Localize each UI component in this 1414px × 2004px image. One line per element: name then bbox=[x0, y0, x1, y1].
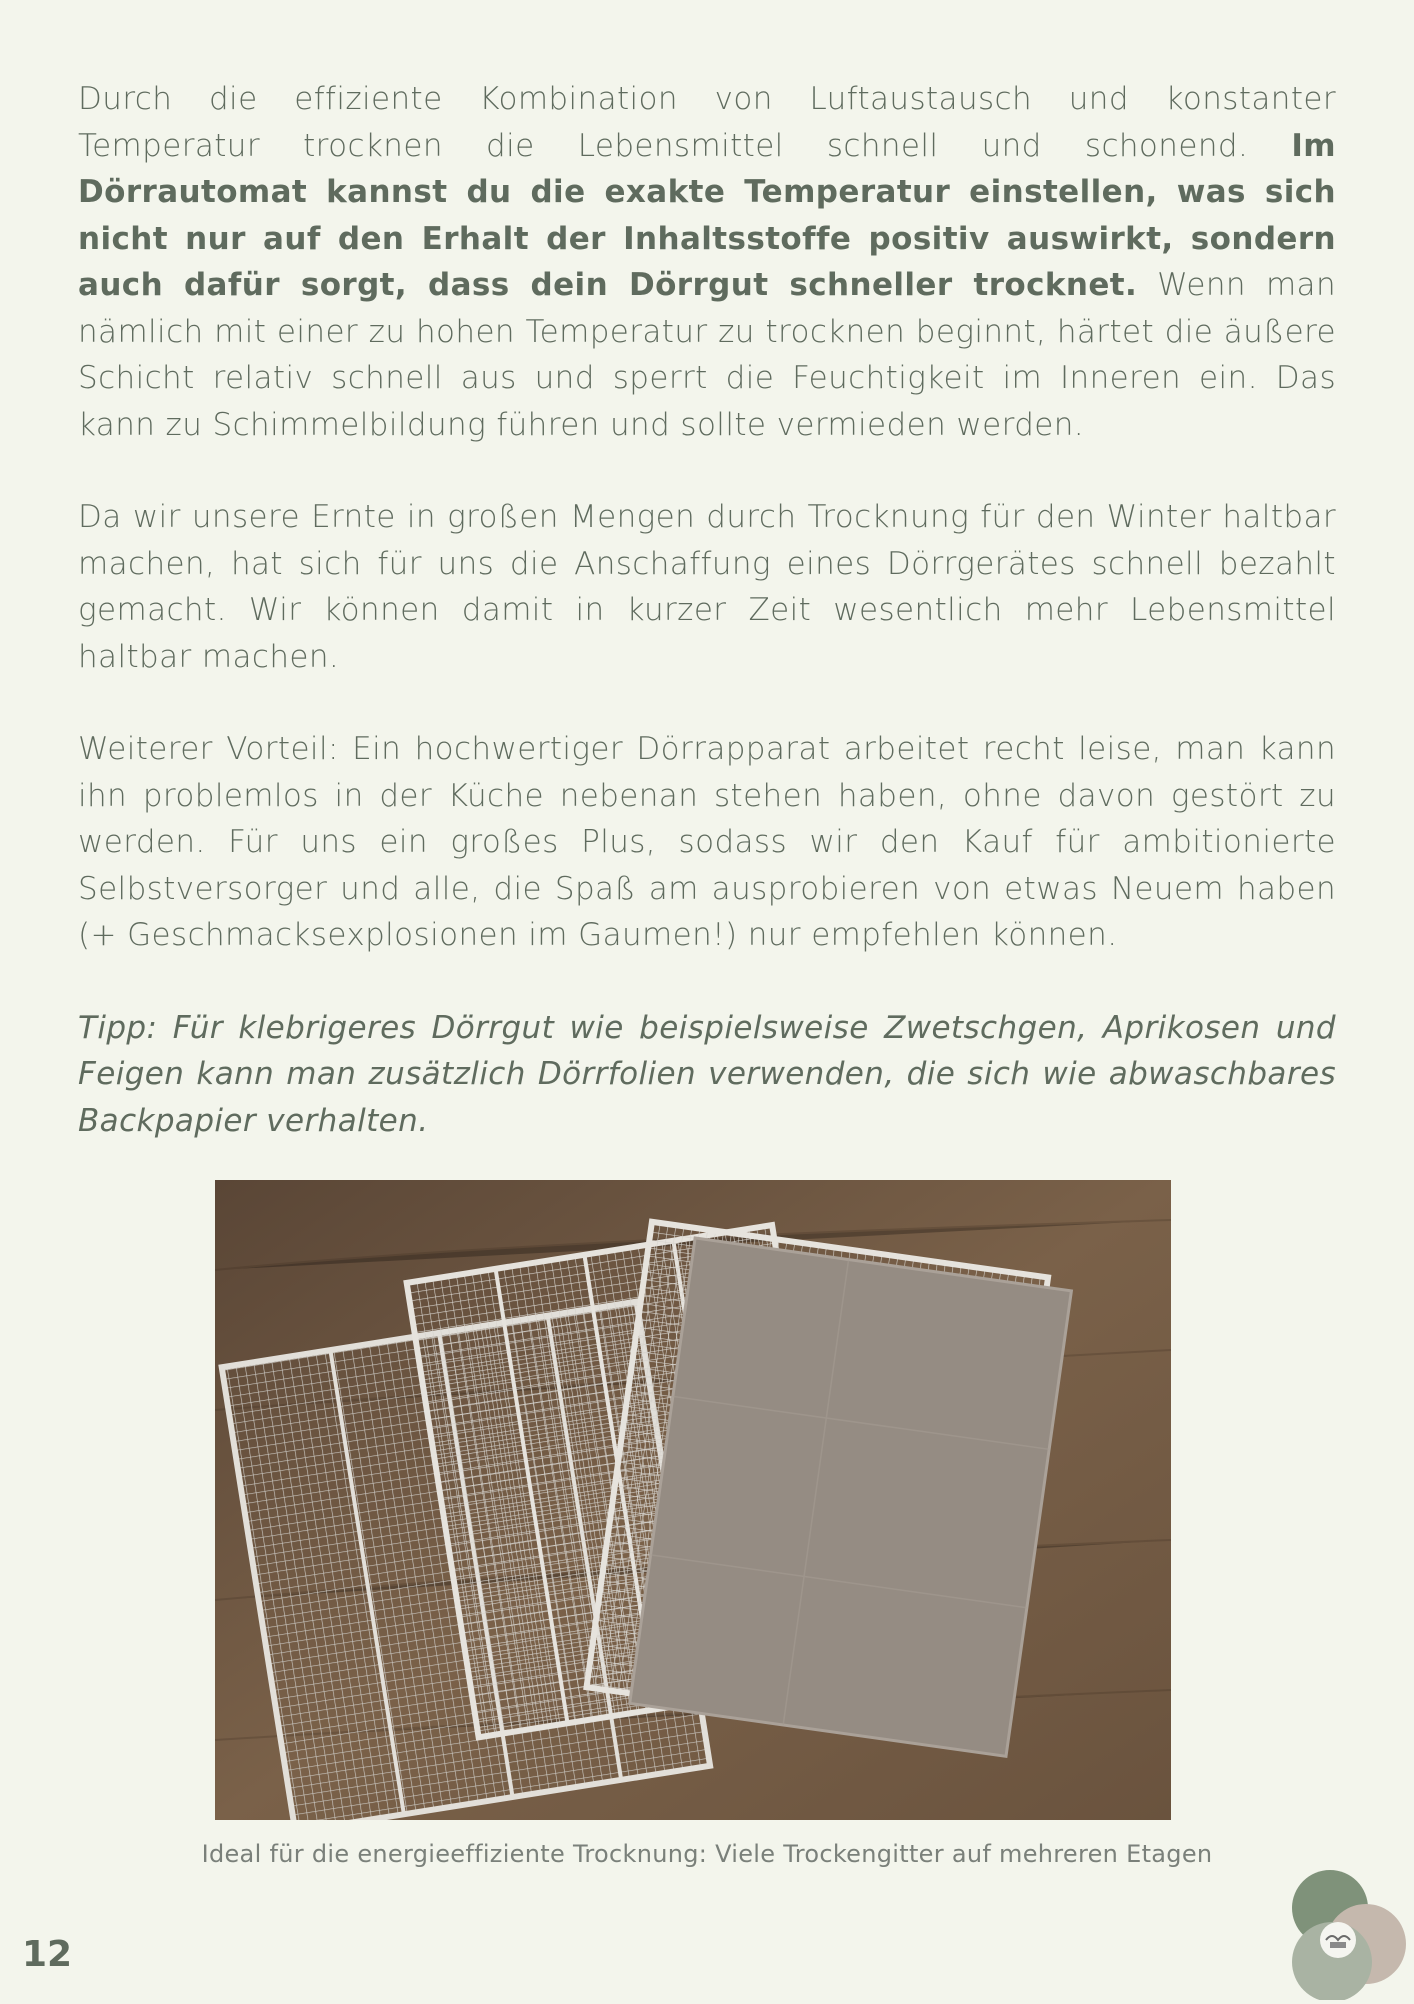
brand-logo bbox=[1282, 1868, 1414, 2000]
paragraph-harvest: Da wir unsere Ernte in großen Mengen durch Trocknung für den Winter haltbar machen, hat sich für uns die Anschaffung eines Dörrgerätes schnell bezahlt gemacht. Wir können damit in kurzer Zeit wesentlich mehr Lebensmittel haltbar machen. bbox=[78, 499, 1336, 675]
paragraph-drying-temperature bbox=[78, 76, 1336, 448]
photo-drying-racks bbox=[215, 1180, 1171, 1820]
article-body bbox=[78, 76, 1336, 1190]
paragraph-tip: Tipp: Für klebrigeres Dörrgut wie beispielsweise Zwetschgen, Aprikosen und Feigen kann man zusätzlich Dörrfolien verwenden, die sich wie abwaschbares Backpapier verhalten. bbox=[78, 1009, 1336, 1139]
paragraph-text: Durch die effiziente Kombination von Luftaustausch und konstanter Temperatur trocknen die Lebensmittel schnell und schonend. bbox=[78, 81, 1336, 164]
paragraph-advantage: Weiterer Vorteil: Ein hochwertiger Dörrapparat arbeitet recht leise, man kann ihn problemlos in der Küche nebenan stehen haben, ohne davon gestört zu werden. Für uns ein großes Plus, sodass wir den Kauf für ambitionierte Selbstversorger und alle, die Spaß am ausprobieren von etwas Neuem haben (+ Geschmacksexplosionen im Gaumen!) nur empfehlen können. bbox=[78, 731, 1336, 953]
paragraph-text: Wenn man nämlich mit einer zu hohen Temperatur zu trocknen beginnt, härtet die äußere Schicht relativ schnell aus und sperrt die Feuchtigkeit im Inneren ein. Das kann zu Schimmelbildung führen und sollte vermieden werden. bbox=[78, 267, 1336, 443]
rack-right bbox=[585, 1222, 1073, 1756]
paragraph-emphasis: Im Dörrautomat kannst du die exakte Temperatur einstellen, was sich nicht nur auf den Erhalt der Inhaltsstoffe positiv auswirkt, sondern auch dafür sorgt, dass dein Dörrgut schneller trocknet. bbox=[78, 127, 1336, 303]
image-caption: Ideal für die energieeffiziente Trocknung: Viele Trockengitter auf mehreren Etagen bbox=[201, 1840, 1213, 1868]
page-number: 12 bbox=[22, 1934, 73, 1975]
